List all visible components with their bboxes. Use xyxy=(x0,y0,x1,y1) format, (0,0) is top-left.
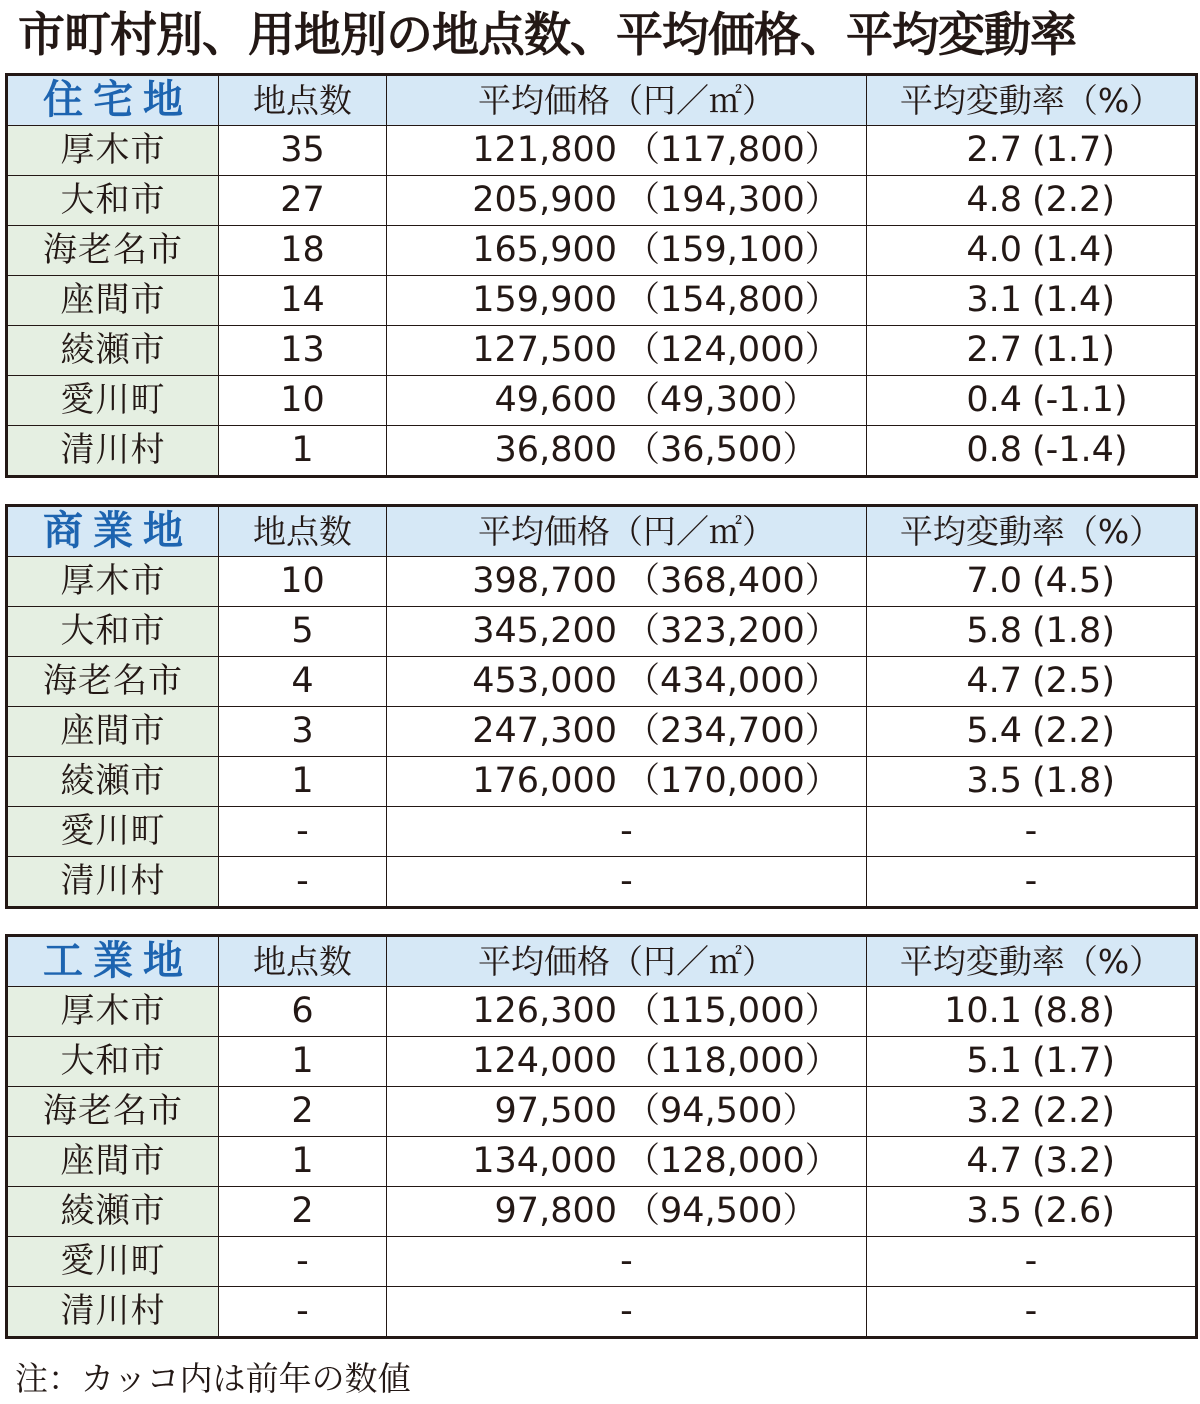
rate-current: 0.4 xyxy=(966,380,1022,420)
rate-previous-year: (1.7) xyxy=(1032,130,1115,170)
average-change-rate xyxy=(867,707,1197,757)
average-price xyxy=(387,707,867,757)
city-name: 愛川町 xyxy=(7,1237,219,1287)
average-price-values xyxy=(387,1037,866,1086)
point-count: 10 xyxy=(219,557,387,607)
point-count: 3 xyxy=(219,707,387,757)
average-change-rate xyxy=(867,1137,1197,1187)
city-name: 愛川町 xyxy=(7,807,219,857)
point-count: - xyxy=(219,807,387,857)
rate-current: 3.2 xyxy=(966,1091,1022,1131)
average-price-values xyxy=(387,126,866,175)
average-price-values xyxy=(387,426,866,475)
rate-previous-year: (1.8) xyxy=(1032,611,1115,651)
table-row xyxy=(7,276,1197,326)
average-price-values xyxy=(387,987,866,1036)
table-row xyxy=(7,1087,1197,1137)
average-price-values xyxy=(387,326,866,375)
table-row xyxy=(7,426,1197,477)
point-count: 18 xyxy=(219,226,387,276)
average-price xyxy=(387,607,867,657)
average-price xyxy=(387,1187,867,1237)
table-row xyxy=(7,987,1197,1037)
point-count: 14 xyxy=(219,276,387,326)
rate-previous-year: (1.4) xyxy=(1032,280,1115,320)
rate-current: 4.0 xyxy=(966,230,1022,270)
average-price xyxy=(387,1037,867,1087)
city-name: 海老名市 xyxy=(7,226,219,276)
city-name: 厚木市 xyxy=(7,987,219,1037)
average-change-rate xyxy=(867,607,1197,657)
price-current: 127,500 xyxy=(472,330,617,370)
city-name: 座間市 xyxy=(7,707,219,757)
price-current: 126,300 xyxy=(472,991,617,1031)
average-price xyxy=(387,1287,867,1338)
average-change-rate xyxy=(867,1237,1197,1287)
point-count: 5 xyxy=(219,607,387,657)
price-current: 121,800 xyxy=(472,130,617,170)
header-rate: 平均変動率（%） xyxy=(867,506,1197,557)
price-current: 97,500 xyxy=(494,1091,617,1131)
category-label: 工業地 xyxy=(7,936,219,987)
point-count: - xyxy=(219,857,387,908)
rate-current: 5.4 xyxy=(966,711,1022,751)
price-previous-year: （434,000） xyxy=(625,661,840,701)
average-price xyxy=(387,276,867,326)
land-use-table xyxy=(5,934,1198,1339)
price-previous-year: （368,400） xyxy=(625,561,840,601)
point-count: 6 xyxy=(219,987,387,1037)
price-current: 176,000 xyxy=(472,761,617,801)
average-change-rate xyxy=(867,1037,1197,1087)
city-name: 清川村 xyxy=(7,426,219,477)
land-use-table xyxy=(5,504,1198,909)
rate-current: 4.7 xyxy=(966,661,1022,701)
table-row xyxy=(7,1187,1197,1237)
table-row xyxy=(7,326,1197,376)
city-name: 清川村 xyxy=(7,857,219,908)
rate-current: 5.8 xyxy=(966,611,1022,651)
average-price xyxy=(387,376,867,426)
price-previous-year: （49,300） xyxy=(625,380,818,420)
point-count: 1 xyxy=(219,1037,387,1087)
price-previous-year: （36,500） xyxy=(625,430,818,470)
average-price xyxy=(387,226,867,276)
average-change-rate xyxy=(867,226,1197,276)
rate-current: 3.5 xyxy=(966,1191,1022,1231)
price-current: 165,900 xyxy=(472,230,617,270)
table-row xyxy=(7,707,1197,757)
price-previous-year: （94,500） xyxy=(625,1191,818,1231)
city-name: 大和市 xyxy=(7,607,219,657)
price-current: 49,600 xyxy=(494,380,617,420)
average-price-values xyxy=(387,557,866,606)
footnote: 注：カッコ内は前年の数値 xyxy=(15,1359,411,1398)
price-current: 345,200 xyxy=(472,611,617,651)
point-count: 13 xyxy=(219,326,387,376)
point-count: 1 xyxy=(219,1137,387,1187)
table-row xyxy=(7,1237,1197,1287)
price-current: 453,000 xyxy=(472,661,617,701)
average-price xyxy=(387,987,867,1037)
average-price xyxy=(387,757,867,807)
price-previous-year: （159,100） xyxy=(625,230,840,270)
average-change-rate xyxy=(867,657,1197,707)
rate-previous-year: (1.1) xyxy=(1032,330,1115,370)
table-row xyxy=(7,376,1197,426)
average-change-rate xyxy=(867,757,1197,807)
point-count: 2 xyxy=(219,1187,387,1237)
city-name: 綾瀬市 xyxy=(7,757,219,807)
city-name: 厚木市 xyxy=(7,557,219,607)
table-header-row xyxy=(7,936,1197,987)
table-header-row xyxy=(7,75,1197,126)
rate-current: - xyxy=(1024,1291,1038,1331)
rate-previous-year: (4.5) xyxy=(1032,561,1115,601)
table-row xyxy=(7,176,1197,226)
city-name: 海老名市 xyxy=(7,1087,219,1137)
point-count: 4 xyxy=(219,657,387,707)
price-previous-year: （118,000） xyxy=(625,1041,840,1081)
city-name: 厚木市 xyxy=(7,126,219,176)
average-price-values xyxy=(387,1137,866,1186)
price-current: - xyxy=(620,811,633,851)
average-price xyxy=(387,1137,867,1187)
price-previous-year: （128,000） xyxy=(625,1141,840,1181)
header-price: 平均価格（円／㎡） xyxy=(387,75,867,126)
table-row xyxy=(7,226,1197,276)
average-price-values xyxy=(387,276,866,325)
header-count: 地点数 xyxy=(219,75,387,126)
average-change-rate xyxy=(867,1187,1197,1237)
average-price-values xyxy=(387,376,866,425)
rate-previous-year: (8.8) xyxy=(1032,991,1115,1031)
table-row xyxy=(7,1037,1197,1087)
land-use-table xyxy=(5,73,1198,478)
average-price-values xyxy=(387,607,866,656)
price-previous-year: （234,700） xyxy=(625,711,840,751)
average-change-rate xyxy=(867,176,1197,226)
price-current: 124,000 xyxy=(472,1041,617,1081)
average-change-rate xyxy=(867,857,1197,908)
city-name: 座間市 xyxy=(7,276,219,326)
average-price xyxy=(387,857,867,908)
price-current: - xyxy=(620,861,633,901)
table-row xyxy=(7,126,1197,176)
table-row xyxy=(7,607,1197,657)
average-price-values xyxy=(387,1187,866,1236)
price-current: - xyxy=(620,1241,633,1281)
price-current: 159,900 xyxy=(472,280,617,320)
city-name: 愛川町 xyxy=(7,376,219,426)
category-label: 住宅地 xyxy=(7,75,219,126)
rate-current: 2.7 xyxy=(966,130,1022,170)
average-price xyxy=(387,657,867,707)
rate-current: 4.8 xyxy=(966,180,1022,220)
table-row xyxy=(7,807,1197,857)
rate-current: - xyxy=(1024,811,1038,851)
average-change-rate xyxy=(867,557,1197,607)
price-previous-year: （115,000） xyxy=(625,991,840,1031)
city-name: 綾瀬市 xyxy=(7,1187,219,1237)
average-change-rate xyxy=(867,1087,1197,1137)
rate-previous-year: (-1.1) xyxy=(1032,380,1128,420)
rate-current: 3.1 xyxy=(966,280,1022,320)
average-price xyxy=(387,426,867,477)
average-price xyxy=(387,557,867,607)
rate-current: 3.5 xyxy=(966,761,1022,801)
average-price xyxy=(387,326,867,376)
city-name: 大和市 xyxy=(7,1037,219,1087)
average-price-values xyxy=(387,176,866,225)
average-change-rate xyxy=(867,376,1197,426)
rate-previous-year: (1.8) xyxy=(1032,761,1115,801)
rate-current: 5.1 xyxy=(966,1041,1022,1081)
rate-current: 4.7 xyxy=(966,1141,1022,1181)
price-previous-year: （154,800） xyxy=(625,280,840,320)
rate-previous-year: (2.2) xyxy=(1032,1091,1115,1131)
price-previous-year: （94,500） xyxy=(625,1091,818,1131)
average-change-rate xyxy=(867,807,1197,857)
table-row xyxy=(7,657,1197,707)
rate-previous-year: (1.7) xyxy=(1032,1041,1115,1081)
average-change-rate xyxy=(867,1287,1197,1338)
rate-previous-year: (3.2) xyxy=(1032,1141,1115,1181)
average-price xyxy=(387,1237,867,1287)
header-count: 地点数 xyxy=(219,936,387,987)
city-name: 座間市 xyxy=(7,1137,219,1187)
price-previous-year: （124,000） xyxy=(625,330,840,370)
price-current: 398,700 xyxy=(472,561,617,601)
rate-current: 0.8 xyxy=(966,430,1022,470)
average-change-rate xyxy=(867,426,1197,477)
city-name: 清川村 xyxy=(7,1287,219,1338)
point-count: - xyxy=(219,1287,387,1338)
rate-previous-year: (1.4) xyxy=(1032,230,1115,270)
table-row xyxy=(7,757,1197,807)
rate-current: 10.1 xyxy=(944,991,1022,1031)
point-count: 1 xyxy=(219,426,387,477)
table-row xyxy=(7,1287,1197,1338)
point-count: 35 xyxy=(219,126,387,176)
average-price-values xyxy=(387,1087,866,1136)
rate-current: 7.0 xyxy=(966,561,1022,601)
rate-previous-year: (2.5) xyxy=(1032,661,1115,701)
table-row xyxy=(7,557,1197,607)
city-name: 海老名市 xyxy=(7,657,219,707)
average-price xyxy=(387,126,867,176)
point-count: 1 xyxy=(219,757,387,807)
average-change-rate xyxy=(867,326,1197,376)
average-price xyxy=(387,807,867,857)
point-count: 27 xyxy=(219,176,387,226)
average-price xyxy=(387,176,867,226)
price-previous-year: （194,300） xyxy=(625,180,840,220)
page-title: 市町村別、用地別の地点数、平均価格、平均変動率 xyxy=(18,8,1076,63)
average-price-values xyxy=(387,707,866,756)
average-price-values xyxy=(387,657,866,706)
rate-current: - xyxy=(1024,861,1038,901)
table-row xyxy=(7,857,1197,908)
average-price-values xyxy=(387,757,866,806)
point-count: 10 xyxy=(219,376,387,426)
header-count: 地点数 xyxy=(219,506,387,557)
average-change-rate xyxy=(867,126,1197,176)
price-current: 134,000 xyxy=(472,1141,617,1181)
price-current: 247,300 xyxy=(472,711,617,751)
point-count: - xyxy=(219,1237,387,1287)
header-price: 平均価格（円／㎡） xyxy=(387,936,867,987)
average-change-rate xyxy=(867,276,1197,326)
price-current: - xyxy=(620,1291,633,1331)
price-previous-year: （117,800） xyxy=(625,130,840,170)
price-current: 36,800 xyxy=(494,430,617,470)
header-rate: 平均変動率（%） xyxy=(867,75,1197,126)
average-price-values xyxy=(387,226,866,275)
price-previous-year: （323,200） xyxy=(625,611,840,651)
rate-current: 2.7 xyxy=(966,330,1022,370)
rate-previous-year: (2.2) xyxy=(1032,180,1115,220)
price-previous-year: （170,000） xyxy=(625,761,840,801)
price-current: 205,900 xyxy=(472,180,617,220)
rate-previous-year: (-1.4) xyxy=(1032,430,1128,470)
city-name: 綾瀬市 xyxy=(7,326,219,376)
price-current: 97,800 xyxy=(494,1191,617,1231)
average-change-rate xyxy=(867,987,1197,1037)
table-header-row xyxy=(7,506,1197,557)
point-count: 2 xyxy=(219,1087,387,1137)
rate-previous-year: (2.2) xyxy=(1032,711,1115,751)
header-price: 平均価格（円／㎡） xyxy=(387,506,867,557)
category-label: 商業地 xyxy=(7,506,219,557)
header-rate: 平均変動率（%） xyxy=(867,936,1197,987)
rate-previous-year: (2.6) xyxy=(1032,1191,1115,1231)
city-name: 大和市 xyxy=(7,176,219,226)
table-row xyxy=(7,1137,1197,1187)
average-price xyxy=(387,1087,867,1137)
rate-current: - xyxy=(1024,1241,1038,1281)
